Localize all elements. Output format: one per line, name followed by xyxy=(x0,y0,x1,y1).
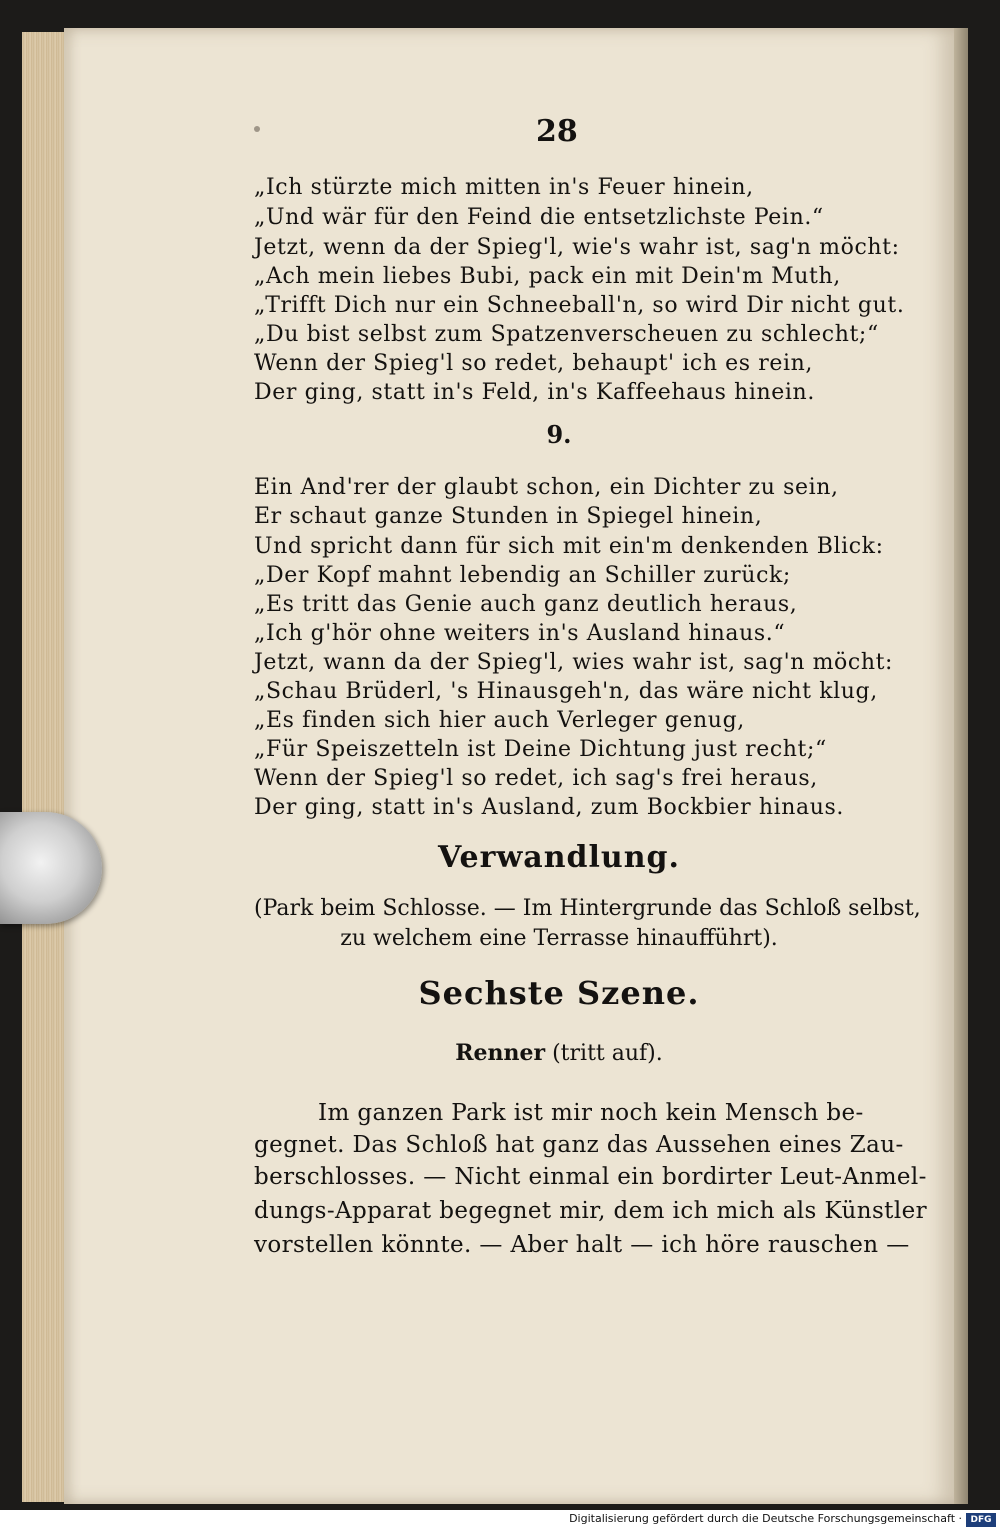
stage-direction-line: zu welchem eine Terrasse hinaufführt). xyxy=(340,926,778,951)
verse-line: „Es finden sich hier auch Verleger genug, xyxy=(254,708,745,733)
page-number: 28 xyxy=(536,114,578,149)
section-number: 9. xyxy=(546,420,572,449)
speaker-direction: (tritt auf). xyxy=(552,1041,663,1066)
verse-line: „Schau Brüderl, 's Hinausgeh'n, das wäre nicht klug, xyxy=(254,679,878,704)
scene-title: Sechste Szene. xyxy=(418,974,700,1012)
speaker-name: Renner xyxy=(455,1040,546,1066)
verse-line: „Du bist selbst zum Spatzenverscheuen zu schlecht;“ xyxy=(254,322,879,347)
prose-line: berschlosses. — Nicht einmal ein bordirter Leut-Anmel- xyxy=(254,1164,927,1190)
prose-line: vorstellen könnte. — Aber halt — ich höre rauschen — xyxy=(254,1232,910,1258)
stage-direction-line: (Park beim Schlosse. — Im Hintergrunde das Schloß selbst, xyxy=(254,896,921,921)
scene-change-heading: Verwandlung. xyxy=(438,840,680,875)
verse-line: Der ging, statt in's Feld, in's Kaffeehaus hinein. xyxy=(254,380,815,405)
verse-line: „Für Speiszetteln ist Deine Dichtung just recht;“ xyxy=(254,737,827,762)
digitization-credit: Digitalisierung gefördert durch die Deutsche Forschungsgemeinschaft · xyxy=(569,1512,962,1525)
prose-line: dungs-Apparat begegnet mir, dem ich mich als Künstler xyxy=(254,1198,927,1224)
verse-line: „Der Kopf mahnt lebendig an Schiller zurück; xyxy=(254,563,791,588)
verse-line: „Trifft Dich nur ein Schneeball'n, so wird Dir nicht gut. xyxy=(254,293,905,318)
verse-line: Der ging, statt in's Ausland, zum Bockbier hinaus. xyxy=(254,795,844,820)
verse-line: „Ich stürzte mich mitten in's Feuer hinein, xyxy=(254,175,754,200)
verse-line: Jetzt, wenn da der Spieg'l, wie's wahr ist, sag'n möcht: xyxy=(254,235,900,260)
prose-line: Im ganzen Park ist mir noch kein Mensch be- xyxy=(318,1100,864,1126)
verse-line: Wenn der Spieg'l so redet, ich sag's frei heraus, xyxy=(254,766,818,791)
verse-line: „Ach mein liebes Bubi, pack ein mit Dein'm Muth, xyxy=(254,264,841,289)
verse-line: „Und wär für den Feind die entsetzlichste Pein.“ xyxy=(254,205,824,230)
dfg-logo: DFG xyxy=(966,1513,996,1527)
verse-line: Er schaut ganze Stunden in Spiegel hinein, xyxy=(254,504,763,529)
book-page-edges xyxy=(22,32,67,1502)
speaker-line xyxy=(254,1040,864,1066)
verse-line: „Es tritt das Genie auch ganz deutlich heraus, xyxy=(254,592,798,617)
footer-bar xyxy=(0,1510,1000,1532)
verse-line: Ein And'rer der glaubt schon, ein Dichter zu sein, xyxy=(254,475,839,500)
verse-line: Wenn der Spieg'l so redet, behaupt' ich es rein, xyxy=(254,351,814,376)
prose-line: gegnet. Das Schloß hat ganz das Aussehen eines Zau- xyxy=(254,1132,904,1158)
paper-mark xyxy=(254,126,260,132)
verse-line: Und spricht dann für sich mit ein'm denkenden Blick: xyxy=(254,534,884,559)
verse-line: „Ich g'hör ohne weiters in's Ausland hinaus.“ xyxy=(254,621,786,646)
verse-line: Jetzt, wann da der Spieg'l, wies wahr ist, sag'n möcht: xyxy=(254,650,894,675)
book-gutter-shadow xyxy=(954,28,968,1504)
